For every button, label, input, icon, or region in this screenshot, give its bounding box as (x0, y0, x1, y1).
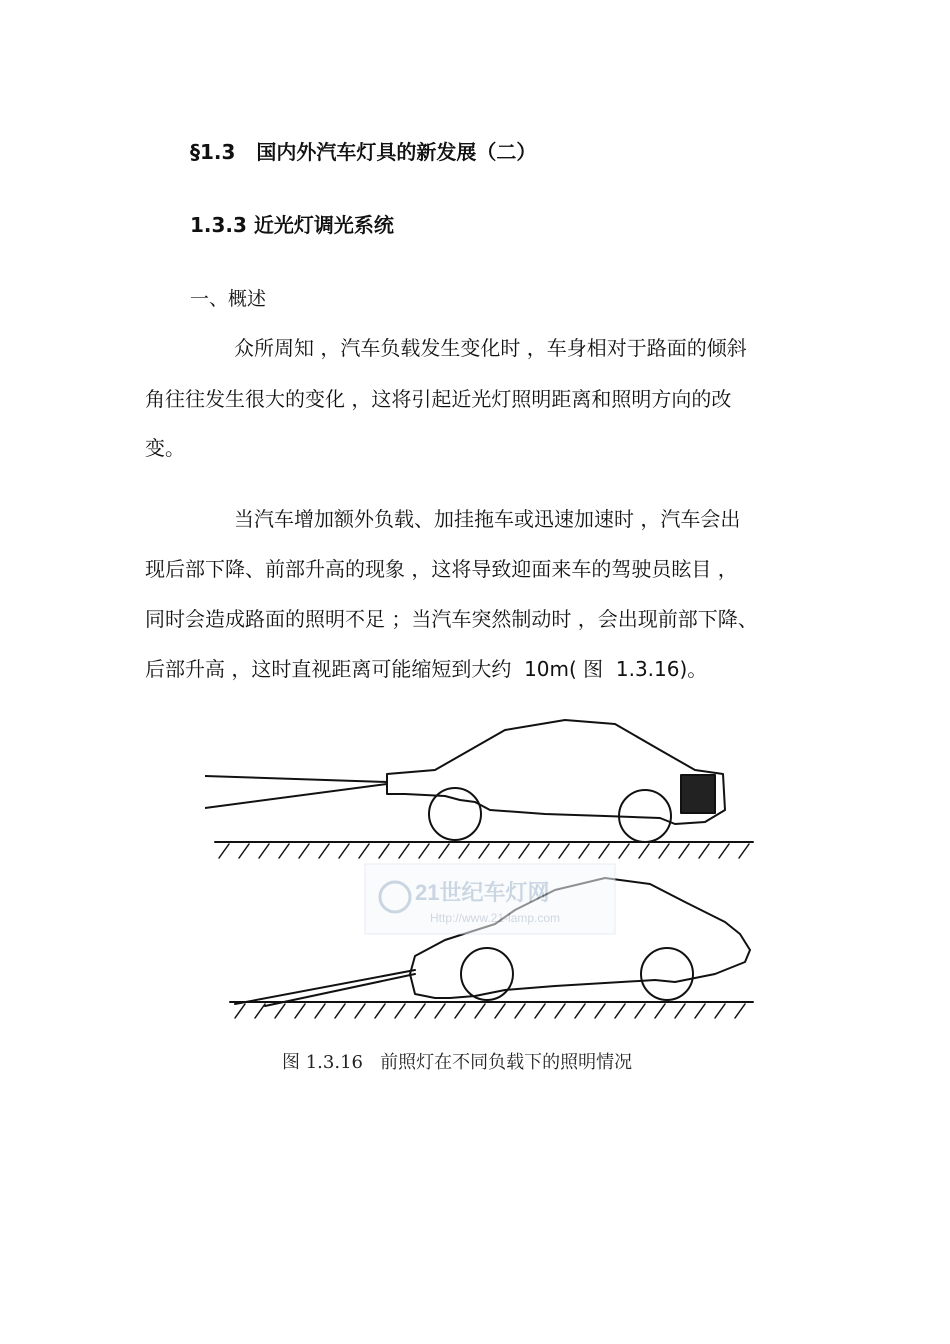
paragraph-line: 众所周知 ，汽车负载发生变化时 ，车身相对于路面的倾斜 (234, 336, 747, 360)
figure-caption: 图 1.3.16 前照灯在不同负载下的照明情况 (282, 1052, 633, 1073)
paragraph-line: 角往往发生很大的变化 ，这将引起近光灯照明距离和照明方向的改 (145, 387, 732, 411)
beam-line-upper (205, 776, 387, 782)
headlight-load-figure (205, 712, 765, 1092)
paragraph-line: 后部升高 ，这时直视距离可能缩短到大约 10m( 图 1.3.16)。 (145, 657, 708, 681)
watermark-url: Http://www.21-lamp.com (430, 911, 561, 925)
beam-line-lower (205, 784, 387, 808)
paragraph-line: 当汽车增加额外负载、加挂拖车或迅速加速时 ，汽车会出 (234, 507, 741, 531)
watermark-title: 21世纪车灯网 (415, 880, 550, 905)
beam-line-short-1 (235, 970, 415, 1004)
part-heading: 一、概述 (190, 288, 267, 310)
car-illustration (205, 712, 765, 1042)
subsection-title: 1.3.3 近光灯调光系统 (190, 213, 394, 237)
paragraph-line: 现后部下降、前部升高的现象 ，这将导致迎面来车的驾驶员眩目 ， (145, 557, 738, 581)
paragraph-line: 变。 (145, 436, 185, 460)
section-title: §1.3 国内外汽车灯具的新发展（二） (190, 140, 537, 164)
paragraph-line: 同时会造成路面的照明不足 ；当汽车突然制动时 ，会出现前部下降、 (145, 607, 758, 631)
site-watermark (365, 864, 615, 934)
car-rear-loaded (205, 720, 725, 842)
